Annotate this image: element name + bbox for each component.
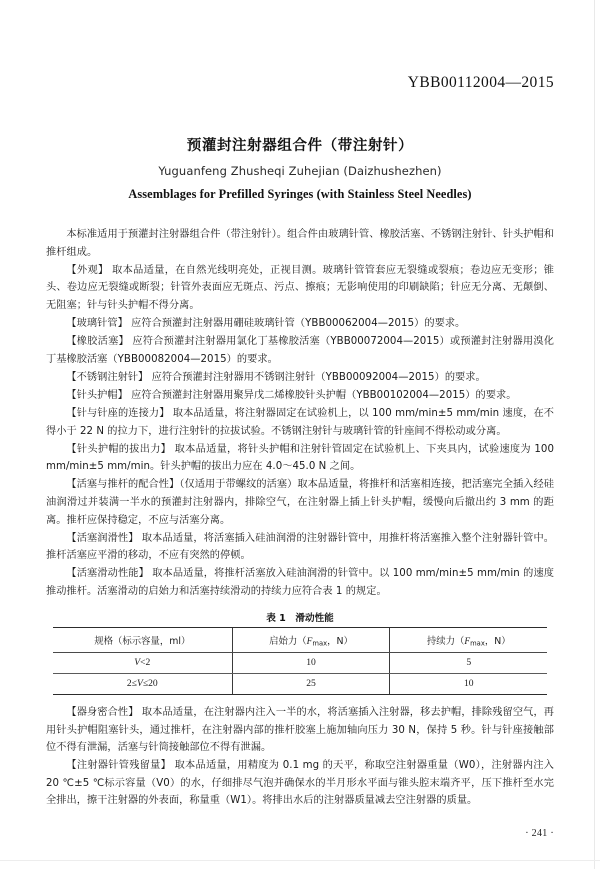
sustain-force-symbol: F	[464, 636, 471, 647]
standard-number: YBB00112004—2015	[407, 74, 554, 91]
page-number: · 241 ·	[525, 828, 554, 839]
table-head	[53, 628, 547, 652]
table-body	[53, 652, 547, 694]
paragraph-scope: 本标准适用于预灌封注射器组合件（带注射针）。组合件由玻璃针管、橡胶活塞、不锈钢注射针、针头护帽和推杆组成。	[46, 229, 554, 258]
table-row	[53, 652, 547, 673]
title-chinese: 预灌封注射器组合件（带注射针）	[186, 138, 414, 154]
paragraph-steel-needle: 【不锈钢注射针】 应符合预灌封注射器用不锈钢注射针（YBB00092004—2015）的要求。	[66, 371, 486, 383]
paragraph-needle-hub-connection: 【针与针座的连接力】 取本品适量，将注射器固定在试验机上，以 100 mm/min±5 mm/min 速度，在不得小于 22 N 的拉力下，进行注射针的拉拔试验。不锈钢注射针与玻璃针管的针座间不得松动或分离。	[46, 407, 554, 437]
page-edge-bottom	[0, 860, 600, 861]
title-english: Assemblages for Prefilled Syringes (with Stainless Steel Needles)	[128, 187, 472, 201]
paragraph-container-tightness: 【器身密合性】 取本品适量，在注射器内注入一半的水，将活塞插入注射器，移去护帽，排除残留空气，再用针头护帽阻塞针头，通过推杆，在注射器内部的推杆胶塞上施加轴向压力 30 N，保持 5 秒。针与针座接触部位不得有泄漏，活塞与针筒接触部位不得有泄漏。	[46, 706, 554, 754]
table-header-start-force	[232, 628, 390, 652]
start-force-symbol: F	[306, 636, 313, 647]
paragraph-rubber-plunger: 【橡胶活塞】 应符合预灌封注射器用氯化丁基橡胶活塞（YBB00072004—2015）或预灌封注射器用溴化丁基橡胶活塞（YBB00082004—2015）的要求。	[46, 336, 554, 365]
paragraph-plunger-lubricity: 【活塞润滑性】 取本品适量，将活塞插入硅油润滑的注射器针管中，用推杆将活塞推入整个注射器针管中。推杆活塞应平滑的移动，不应有突然的停顿。	[46, 532, 554, 562]
cell-sustain-force: 10	[390, 673, 547, 694]
paragraph-needle-shield: 【针头护帽】 应符合预灌封注射器用聚异戊二烯橡胶针头护帽（YBB00102004—2015）的要求。	[66, 389, 517, 401]
paragraph-plunger-rod-fit: 【活塞与推杆的配合性】（仅适用于带螺纹的活塞）取本品适量，将推杆和活塞相连接，把活塞完全插入经硅油润滑过并装满一半水的预灌封注射器内，排除空气，在注射器上插上针头护帽，缓慢向后撤出约 3 mm 的距离。推杆应保持稳定，不应与活塞分离。	[46, 479, 554, 526]
table-header-row	[53, 628, 547, 652]
page-content	[46, 0, 554, 811]
title-block	[46, 134, 554, 202]
paragraph-shield-pullout: 【针头护帽的拔出力】 取本品适量，将针头护帽和注射针管固定在试验机上、下夹具内，试验速度为 100 mm/min±5 mm/min。针头护帽的拔出力应在 4.0～45.0 N 之间。	[46, 443, 554, 473]
cell-start-force: 25	[232, 673, 390, 694]
cell-spec	[53, 652, 232, 673]
sliding-performance-table-wrap	[46, 610, 554, 694]
page-edge-right	[594, 0, 595, 869]
table-header-spec-label: 规格（标示容量，ml）	[94, 636, 191, 648]
start-force-prefix: 启始力（	[269, 635, 307, 647]
cell-spec	[53, 673, 232, 694]
table-caption: 表 1 滑动性能	[266, 613, 334, 625]
spec-symbol: V	[134, 657, 141, 669]
start-force-subscript: max	[312, 639, 328, 648]
cell-start-force: 10	[232, 652, 390, 673]
spec-suffix: <2	[140, 657, 151, 669]
paragraph-residual-volume: 【注射器针管残留量】 取本品适量，用精度为 0.1 mg 的天平，称取空注射器重量（W0），注射器内注入 20 ℃±5 ℃标示容量（V0）的水，仔细排尽气泡并确保水的半月形水平面与锥头腔末端齐平，压下推杆至水完全排出，擦干注射器的外表面，称量重（W1）。将排出水后的注射器质量减去空注射器的质量。	[46, 760, 554, 807]
spec-suffix: ≤20	[142, 678, 158, 690]
start-force-suffix: ，N）	[327, 635, 353, 647]
paragraph-glass-barrel: 【玻璃针管】 应符合预灌封注射器用硼硅玻璃针管（YBB00062004—2015）的要求。	[66, 317, 466, 329]
spec-prefix: 2≤	[126, 678, 137, 690]
table-header-sustain-force	[390, 628, 547, 652]
paragraph-appearance: 【外观】 取本品适量，在自然光线明亮处，正视目测。玻璃针管管套应无裂缝或裂痕；卷边应无变形；锥头、卷边应无裂缝或断裂；针管外表面应无斑点、污点、擦痕；无影响使用的印刷缺陷；针应无分离、无颠倒、无阻塞；针与针头护帽不得分离。	[46, 264, 554, 311]
spec-symbol: V	[136, 678, 143, 690]
paragraph-plunger-sliding: 【活塞滑动性能】 取本品适量，将推杆活塞放入硅油润滑的针管中。以 100 mm/min±5 mm/min 的速度推动推杆。活塞滑动的启始力和活塞持续滑动的持续力应符合表 1 的规定。	[46, 568, 554, 597]
table-header-spec	[53, 628, 232, 652]
sustain-force-subscript: max	[470, 639, 485, 648]
body-block	[46, 226, 554, 810]
sustain-force-suffix: ，N）	[484, 635, 511, 647]
cell-sustain-force: 5	[390, 652, 547, 673]
sliding-performance-table	[53, 627, 547, 694]
title-pinyin: Yuguanfeng Zhusheqi Zuhejian (Daizhushezhen)	[158, 164, 442, 178]
table-row	[53, 673, 547, 694]
sustain-force-prefix: 持续力（	[426, 635, 465, 647]
